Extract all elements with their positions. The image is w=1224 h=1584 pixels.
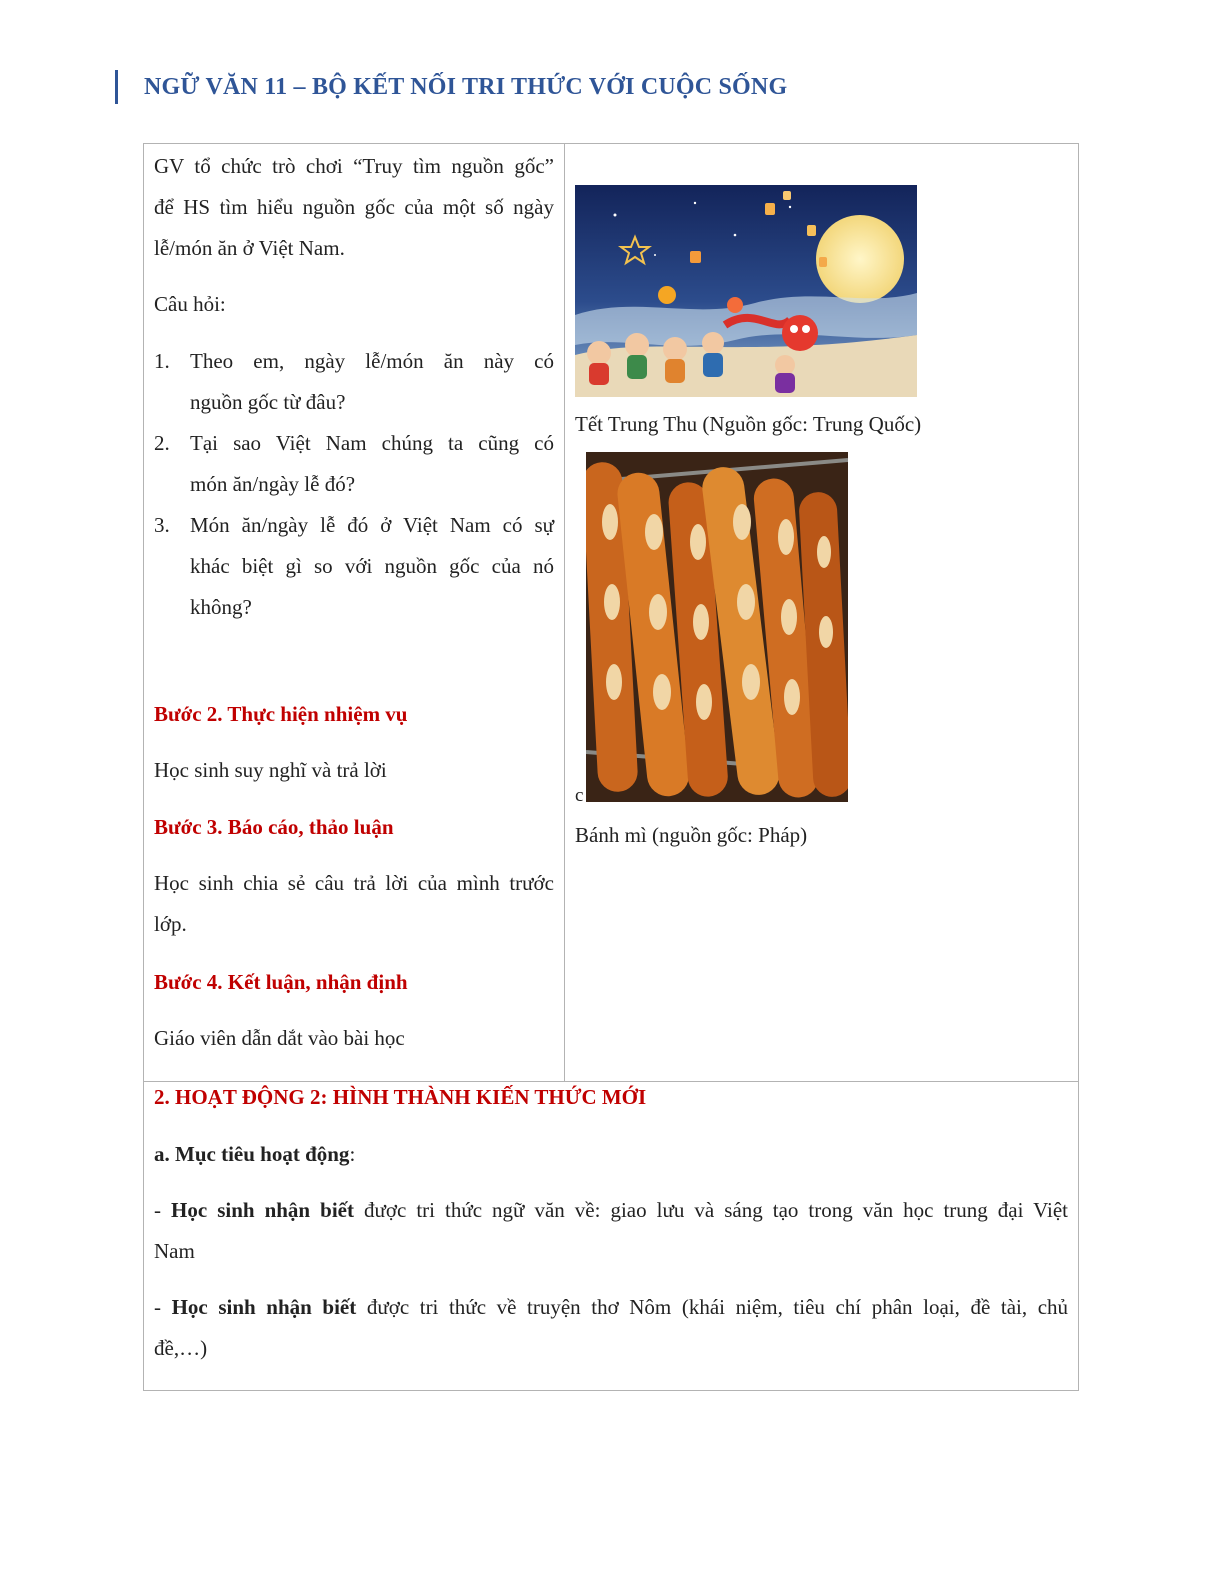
question-1-line-1: Theo em, ngày lễ/món ăn này có xyxy=(190,349,554,373)
step-4-text: Giáo viên dẫn dắt vào bài học xyxy=(154,1026,405,1050)
bullet-2-prefix: - xyxy=(154,1295,172,1319)
question-3-line-2: khác biệt gì so với nguồn gốc của nó xyxy=(190,554,554,578)
bullet-1-bold: Học sinh nhận biết xyxy=(171,1198,354,1222)
bullet-2 xyxy=(154,1287,1068,1369)
question-2-number: 2. xyxy=(154,431,170,455)
baguette-photo xyxy=(586,452,848,802)
step-2-text: Học sinh suy nghĩ và trả lời xyxy=(154,758,387,782)
stray-character: c xyxy=(575,785,584,806)
question-3-line-1: Món ăn/ngày lễ đó ở Việt Nam có sự xyxy=(190,513,554,537)
mid-autumn-image-svg xyxy=(575,185,917,397)
table-row-activity2 xyxy=(144,1082,1078,1390)
caption-baguette: Bánh mì (nguồn gốc: Pháp) xyxy=(575,823,808,847)
goal-colon: : xyxy=(349,1142,356,1166)
question-1-number: 1. xyxy=(154,349,170,373)
step-2-heading: Bước 2. Thực hiện nhiệm vụ xyxy=(154,702,408,726)
step-3-heading: Bước 3. Báo cáo, thảo luận xyxy=(154,815,394,839)
goal-label: a. Mục tiêu hoạt động xyxy=(154,1142,350,1166)
section-2-heading: 2. HOẠT ĐỘNG 2: HÌNH THÀNH KIẾN THỨC MỚI xyxy=(154,1085,647,1109)
question-3-number: 3. xyxy=(154,513,170,537)
question-2-line-1: Tại sao Việt Nam chúng ta cũng có xyxy=(190,431,554,455)
bullet-1-rest: được tri thức ngữ văn về: giao lưu và sáng tạo trong văn học trung đại Việt xyxy=(353,1198,1068,1222)
step-3-line-1: Học sinh chia sẻ câu trả lời của mình trước xyxy=(154,871,554,895)
question-1 xyxy=(190,341,554,423)
question-1-line-2: nguồn gốc từ đâu? xyxy=(190,390,346,414)
bullet-1-line-1 xyxy=(154,1190,1068,1231)
bullet-2-rest: được tri thức về truyện thơ Nôm (khái niệm, tiêu chí phân loại, đề tài, chủ xyxy=(356,1295,1069,1319)
intro-line-2: để HS tìm hiểu nguồn gốc của một số ngày xyxy=(154,195,554,219)
lesson-table xyxy=(143,143,1079,1391)
question-2-line-2: món ăn/ngày lễ đó? xyxy=(190,472,356,496)
mid-autumn-illustration xyxy=(575,185,917,397)
baguette-image-svg xyxy=(586,452,848,802)
left-cell xyxy=(144,144,565,1081)
bullet-1 xyxy=(154,1190,1068,1272)
step-4-heading: Bước 4. Kết luận, nhận định xyxy=(154,970,408,994)
goal-line xyxy=(154,1134,355,1175)
question-3 xyxy=(190,505,554,628)
intro-line-1: GV tổ chức trò chơi “Truy tìm nguồn gốc” xyxy=(154,154,554,178)
bullet-1-prefix: - xyxy=(154,1198,172,1222)
right-cell xyxy=(565,144,1078,1081)
question-3-line-3: không? xyxy=(190,595,252,619)
intro-line-3: lễ/món ăn ở Việt Nam. xyxy=(154,236,345,260)
bullet-1-line-2: Nam xyxy=(154,1239,195,1263)
bullet-2-bold: Học sinh nhận biết xyxy=(171,1295,357,1319)
question-label: Câu hỏi: xyxy=(154,292,226,316)
question-2 xyxy=(190,423,554,505)
bullet-2-line-2: đề,…) xyxy=(154,1336,208,1360)
step-3-line-2: lớp. xyxy=(154,912,187,936)
page-header-title: NGỮ VĂN 11 – BỘ KẾT NỐI TRI THỨC VỚI CUỘC SỐNG xyxy=(115,70,787,104)
bullet-2-line-1 xyxy=(154,1287,1068,1328)
caption-mid-autumn: Tết Trung Thu (Nguồn gốc: Trung Quốc) xyxy=(575,412,922,436)
table-row-activity1 xyxy=(144,144,1078,1082)
